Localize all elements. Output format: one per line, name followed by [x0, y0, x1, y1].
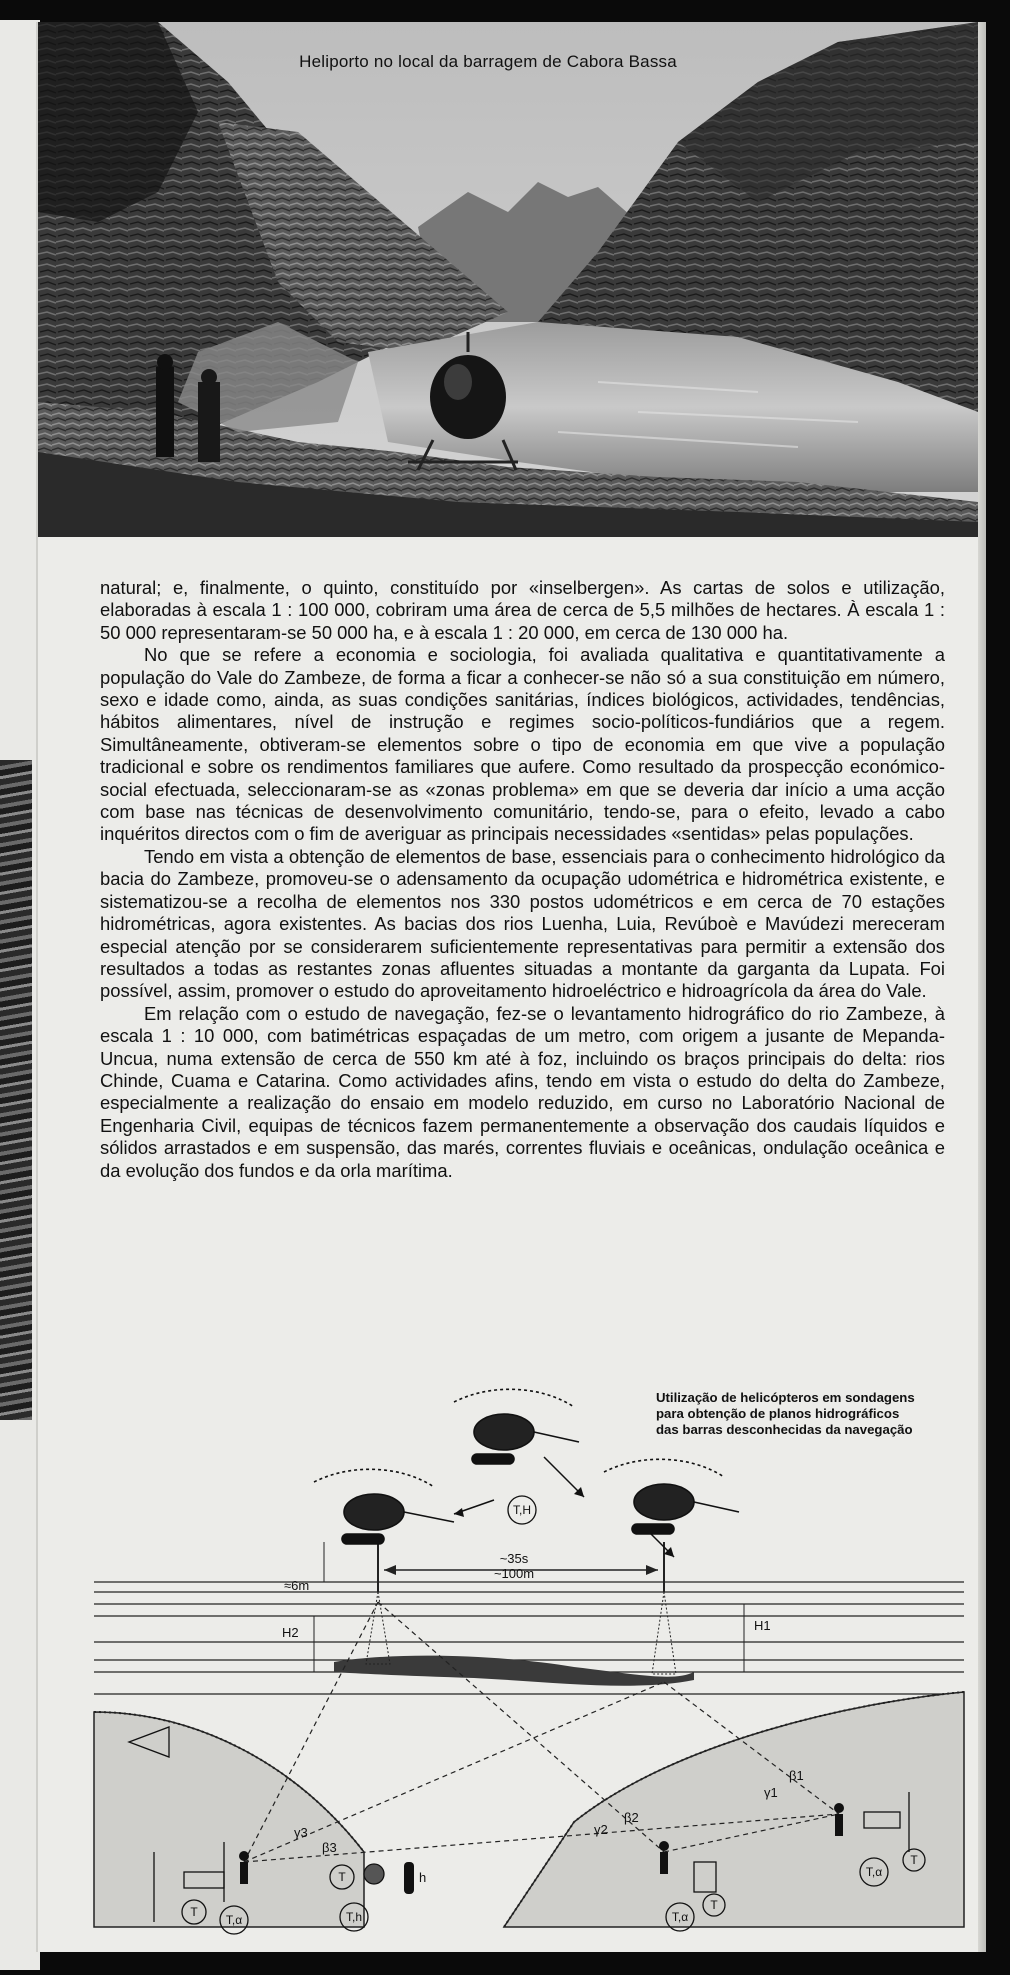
h2-label: H2	[282, 1625, 299, 1640]
gamma1-label: γ1	[764, 1785, 778, 1800]
helicopter-left-icon	[314, 1469, 454, 1544]
survey-diagram-svg	[74, 1382, 994, 1942]
t-right-label: T	[910, 1853, 918, 1867]
heliport-photo	[38, 22, 978, 537]
paragraph-soils: natural; e, finalmente, o quinto, constituído por «inselbergen». As cartas de solos e utilização, elaboradas à escala 1 : 100 000, cobriram uma área de cerca de 5,5 milhões de hectares. À escala 1 : 50 000 representaram-se 50 000 ha, e à escala 1 : 20 000, em cerca de 130 000 ha.	[100, 577, 945, 643]
beta2-label: β2	[624, 1810, 639, 1825]
height-label: ≈6m	[284, 1578, 310, 1593]
t-alpha-mid-label: T,α	[671, 1910, 689, 1924]
beta3-label: β3	[322, 1840, 337, 1855]
t-mid-label: T	[710, 1898, 718, 1912]
h-small-label: h	[419, 1870, 427, 1885]
article-body	[100, 577, 945, 1182]
t-left-a-label: T	[190, 1905, 198, 1919]
beta1-label: β1	[789, 1768, 804, 1783]
gorge-photo-illustration	[38, 22, 978, 537]
distance-length-label: ~100m	[493, 1566, 535, 1581]
brochure-page	[36, 22, 986, 1952]
adjacent-page-photo-fragment	[0, 760, 32, 1420]
paragraph-navigation: Em relação com o estudo de navegação, fez-se o levantamento hidrográfico do rio Zambeze, à escala 1 : 10 000, com batimétricas espaçadas de um metro, com origem a jusante de Mepanda-Uncua, numa extensão de cerca de 550 km até à foz, incluindo os braços principais do delta: rios Chinde, Cuama e Catarina. Como actividades afins, tendo em vista o estudo do delta do Zambeze, especialmente a realização do ensaio em modelo reduzido, em curso no Laboratório Nacional de Engenharia Civil, equipas de técnicos fazem permanentemente a observação dos caudais líquidos e sólidos arrastados e em suspensão, das marés, correntes fluviais e oceânicas, ondulação oceânica e da evolução dos fundos e da orla marítima.	[100, 1002, 945, 1181]
paragraph-hydrology: Tendo em vista a obtenção de elementos de base, essenciais para o conhecimento hidrológico da bacia do Zambeze, promoveu-se o adensamento da ocupação udométrica e hidrométrica existente, e sistematizou-se a recolha de elementos nos 330 postos udométricos e em cerca de 70 estações hidrométricas, agora existentes. As bacias dos rios Luenha, Luia, Revúboè e Mavúdezi mereceram especial atenção por se considerarem suficientemente representativas para permitir a extensão dos resultados a todas as restantes zonas afluentes situadas a montante da garganta da Lupata. Foi possível, assim, promover o estudo do aproveitamento hidroeléctrico e hidroagrícola da área do Vale.	[100, 845, 945, 1002]
distance-time-label: ~35s	[499, 1551, 529, 1566]
t-alpha-right-label: T,α	[865, 1865, 883, 1879]
t-alpha-left-label: T,α	[225, 1913, 243, 1927]
heli-mid-th-label: T,H	[513, 1503, 531, 1517]
hydrographic-survey-diagram	[74, 1382, 994, 1942]
right-shore	[504, 1692, 964, 1927]
figure-caption	[656, 1390, 956, 1438]
h1-label: H1	[754, 1618, 771, 1633]
figure-caption-line: para obtenção de planos hidrográficos	[656, 1406, 900, 1421]
paragraph-economy-sociology: No que se refere a economia e sociologia, foi avaliada qualitativa e quantitativamente a população do Vale do Zambeze, de forma a ficar a conhecer-se não só a sua constituição em número, sexo e idade como, ainda, as suas condições sanitárias, índices biológicos, actividades, tendências, hábitos alimentares, nível de instrução e regimes socio-políticos-fundiários que a regem. Simultâneamente, obtiveram-se elementos sobre o tipo de economia em que vive a população tradicional e sobre os rendimentos familiares que aufere. Como resultado da prospecção económico-social efectuada, seleccionaram-se as «zonas problema» em que se deveria dar início a uma acção com base nas técnicas de desenvolvimento comunitário, tendo-se, para o efeito, levado a cabo inquéritos directos com o fim de averiguar as principais necessidades «sentidas» pelas populações.	[100, 644, 945, 845]
t-h-label: T,h	[345, 1910, 363, 1924]
photo-caption: Heliporto no local da barragem de Cabora Bassa	[299, 52, 677, 71]
figure-caption-line: Utilização de helicópteros em sondagens	[656, 1390, 915, 1405]
gamma2-label: γ2	[594, 1822, 608, 1837]
figure-caption-line: das barras desconhecidas da navegação	[656, 1422, 913, 1437]
helicopter-right-icon	[604, 1459, 739, 1534]
gamma3-label: γ3	[294, 1825, 308, 1840]
t-left-b-label: T	[338, 1870, 346, 1884]
helicopter-middle-icon	[454, 1389, 579, 1464]
adjacent-page-edge	[0, 20, 40, 1970]
